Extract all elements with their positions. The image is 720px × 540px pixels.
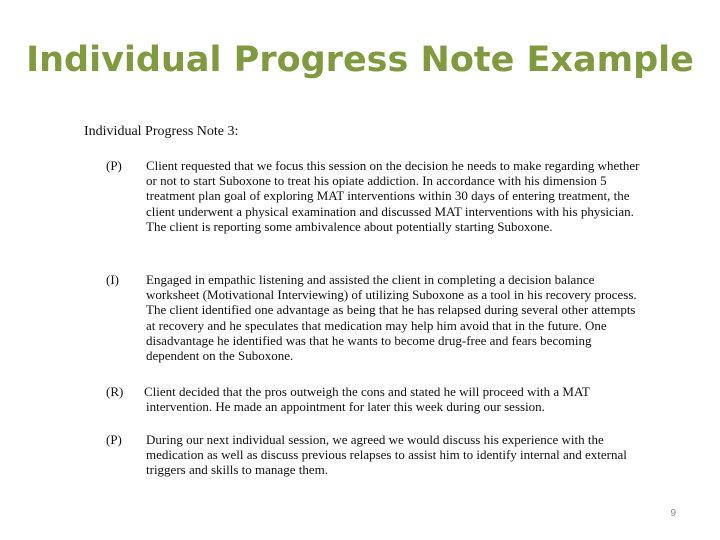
entry-text: Client requested that we focus this session on the decision he needs to make regarding whether or not to start Suboxone to treat his opiate addiction. In accordance with his dimension 5 treatment plan goal of exploring MAT interventions within 30 days of entering treatment, the client underwent a physical examination and discussed MAT interventions with his physician. The client is reporting some ambivalence about potentially starting Suboxone.	[146, 158, 640, 234]
entry-code: (I)	[106, 272, 119, 287]
note-entry-response	[106, 384, 646, 414]
page-number: 9	[670, 508, 676, 519]
note-heading: Individual Progress Note 3:	[84, 124, 239, 139]
note-entry-plan-problem	[106, 158, 646, 234]
entry-code: (P)	[106, 158, 122, 173]
entry-code: (P)	[106, 432, 122, 447]
entry-text: During our next individual session, we agreed we would discuss his experience with the medication as well as discuss previous relapses to assist him to identify internal and external triggers and skills to manage them.	[146, 432, 627, 478]
note-entry-plan	[106, 432, 646, 478]
entry-text: Engaged in empathic listening and assisted the client in completing a decision balance worksheet (Motivational Interviewing) of utilizing Suboxone as a tool in his recovery process. The client identified one advantage as being that he has relapsed during several other attempts at recovery and he speculates that medication may help him avoid that in the future. One disadvantage he identified was that he wants to become drug-free and fears becoming dependent on the Suboxone.	[146, 272, 637, 364]
slide-title: Individual Progress Note Example	[26, 40, 694, 80]
entry-text: Client decided that the pros outweigh the cons and stated he will proceed with a MAT intervention. He made an appointment for later this week during our session.	[144, 384, 590, 415]
entry-code: (R)	[106, 384, 124, 399]
note-entry-intervention	[106, 272, 646, 363]
